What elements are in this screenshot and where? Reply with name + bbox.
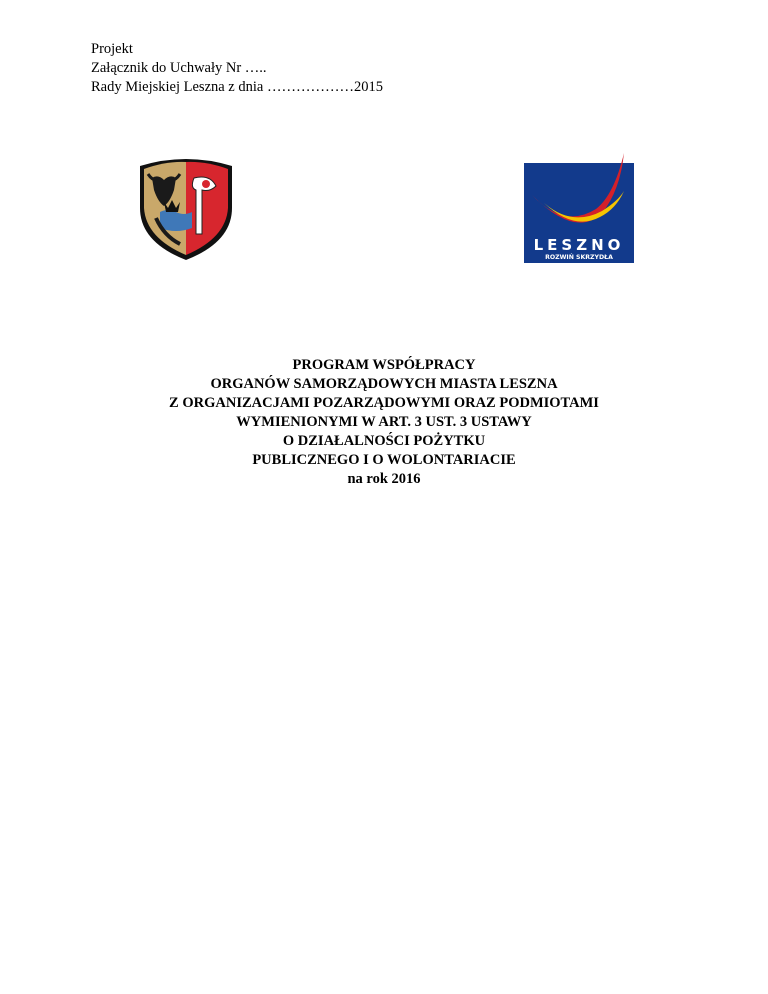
title-line: Z ORGANIZACJAMI POZARZĄDOWYMI ORAZ PODMIOTAMI	[169, 395, 599, 411]
title-line: ORGANÓW SAMORZĄDOWYCH MIASTA LESZNA	[210, 376, 558, 392]
city-coat-of-arms-icon	[136, 156, 236, 262]
title-year: na rok 2016	[347, 471, 421, 487]
council-date-label: Rady Miejskiej Leszna z dnia ………………2015	[91, 79, 383, 95]
project-label: Projekt	[91, 41, 133, 57]
logo-tagline: ROZWIŃ SKRZYDŁA	[545, 254, 613, 261]
document-header-note	[91, 40, 383, 97]
document-title	[0, 356, 768, 489]
logo-wordmark: LESZNO	[533, 236, 625, 254]
title-line: PUBLICZNEGO I O WOLONTARIACIE	[252, 452, 516, 468]
title-line: PROGRAM WSPÓŁPRACY	[292, 357, 476, 373]
attachment-label: Załącznik do Uchwały Nr …..	[91, 60, 267, 76]
leszno-city-logo-icon	[524, 151, 634, 263]
title-line: O DZIAŁALNOŚCI POŻYTKU	[282, 433, 486, 449]
title-line: WYMIENIONYMI W ART. 3 UST. 3 USTAWY	[236, 414, 532, 430]
